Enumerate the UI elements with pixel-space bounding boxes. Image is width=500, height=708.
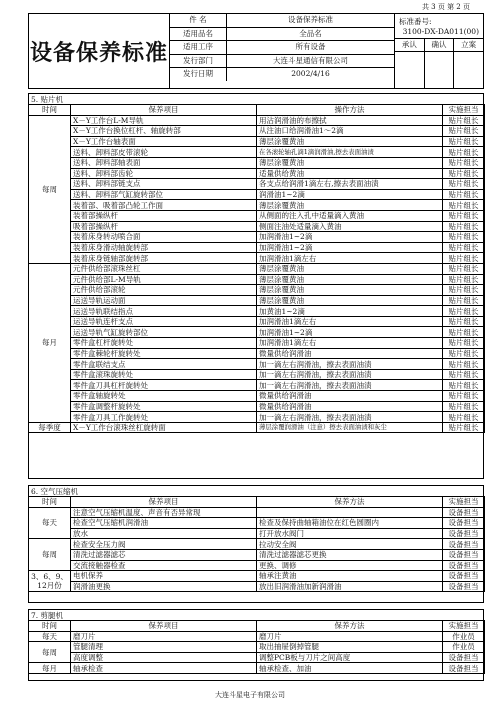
- table-header-row: [29, 497, 485, 508]
- owner-cell: 贴片组长: [443, 295, 485, 306]
- owner-cell: 贴片组长: [443, 422, 485, 433]
- period-cell: 3、6、9、12月份: [29, 571, 71, 592]
- method-cell: 打开放水阀门: [257, 528, 443, 539]
- owner-cell: 贴片组长: [443, 136, 485, 147]
- owner-cell: 贴片组长: [443, 115, 485, 126]
- table-row: [29, 631, 485, 642]
- item-cell: 送料、卸料部链支点: [71, 179, 257, 190]
- section-7-title: 7. 剪腿机: [31, 611, 64, 620]
- item-cell: 零件盒刀具杠杆旋转处: [71, 380, 257, 391]
- item-cell: 运送导轨联结指点: [71, 306, 257, 317]
- method-cell: 薄层涂覆润滑油（注意）擦去表面油渍和灰尘: [257, 422, 443, 433]
- owner-cell: 设备担当: [443, 663, 485, 674]
- table-row: [29, 210, 485, 221]
- item-cell: 注意空气压缩机温度、声音有否异常现: [71, 507, 257, 518]
- table-row: [29, 401, 485, 412]
- table-row: [29, 147, 485, 158]
- item-cell: 检查安全压力阀: [71, 539, 257, 550]
- standard-number-label: 标准番号:: [399, 17, 432, 26]
- owner-cell: 贴片组长: [443, 327, 485, 338]
- item-cell: 电机保养: [71, 571, 257, 582]
- page-number: 共 3 页 第 2 页: [421, 3, 470, 11]
- table-row: [29, 581, 485, 592]
- table-row: [29, 549, 485, 560]
- owner-cell: 贴片组长: [443, 189, 485, 200]
- table-row: [29, 663, 485, 674]
- item-cell: 装着床身转动喷合面: [71, 232, 257, 243]
- table-row: [29, 221, 485, 232]
- owner-cell: 设备担当: [443, 652, 485, 663]
- method-cell: [257, 507, 443, 518]
- item-cell: 放水: [71, 528, 257, 539]
- section-6-table: [28, 496, 485, 592]
- owner-cell: 贴片组长: [443, 391, 485, 402]
- owner-cell: 贴片组长: [443, 380, 485, 391]
- column-header: 保养项目: [71, 497, 257, 508]
- section-6-title: 6. 空气压缩机: [31, 487, 79, 496]
- owner-cell: 贴片组长: [443, 126, 485, 137]
- header-info-row: [170, 41, 394, 55]
- item-cell: 装着部操纵杆: [71, 210, 257, 221]
- method-cell: 加一滴左右润滑油，擦去表面油渍: [257, 369, 443, 380]
- item-cell: 送料、卸料部齿轮: [71, 168, 257, 179]
- document-header: [28, 13, 484, 89]
- method-cell: 在各滚轮轴孔滴1滴润滑油,擦去表面油渍: [257, 147, 443, 158]
- method-cell: 轴承检查、加油: [257, 663, 443, 674]
- approval-confirm: 确认: [425, 39, 455, 51]
- table-row: [29, 179, 485, 190]
- table-row: [29, 232, 485, 243]
- header-info-value: 所有设备: [295, 42, 326, 51]
- header-info-value: 大连斗星通信有限公司: [273, 55, 348, 65]
- method-cell: 薄层涂覆黄油: [257, 157, 443, 168]
- method-cell: 加黄油1~2滴: [257, 306, 443, 317]
- approval-draft: 立案: [461, 40, 477, 49]
- method-cell: 拉动安全阀: [257, 539, 443, 550]
- owner-cell: 贴片组长: [443, 232, 485, 243]
- period-cell: 每月: [29, 663, 71, 674]
- owner-cell: 贴片组长: [443, 242, 485, 253]
- item-cell: 轴承检查: [71, 663, 257, 674]
- owner-cell: 设备担当: [443, 581, 485, 592]
- table-row: [29, 157, 485, 168]
- method-cell: 侧面注油处适量滴入黄油: [257, 221, 443, 232]
- column-header: 时间: [29, 621, 71, 632]
- table-row: [29, 380, 485, 391]
- item-cell: X－Y工作台轴表面: [71, 136, 257, 147]
- item-cell: 运送导轨运动面: [71, 295, 257, 306]
- item-cell: 吸着部操纵杆: [71, 221, 257, 232]
- owner-cell: 贴片组长: [443, 338, 485, 349]
- method-cell: 微量供给润滑油: [257, 391, 443, 402]
- period-cell: 每月: [29, 263, 71, 422]
- item-cell: X－Y工作台滚珠丝杠旋转面: [71, 422, 257, 433]
- method-cell: 清洗过滤器滤芯更换: [257, 549, 443, 560]
- column-header: 时间: [29, 105, 71, 116]
- section-7-table: [28, 620, 485, 674]
- column-header: 时间: [29, 497, 71, 508]
- column-header: 保养方法: [257, 497, 443, 508]
- header-info-row: [170, 14, 394, 28]
- period-cell: 每周: [29, 115, 71, 263]
- column-header: 实施担当: [443, 497, 485, 508]
- owner-cell: 贴片组长: [443, 147, 485, 158]
- method-cell: 取出抽屉倒掉管腿: [257, 642, 443, 653]
- table-row: [29, 126, 485, 137]
- owner-cell: 设备担当: [443, 539, 485, 550]
- column-header: 操作方法: [257, 105, 443, 116]
- standard-number-value: 3100-DX-DA011(00): [395, 26, 483, 39]
- item-cell: 送料、卸料部轴表面: [71, 157, 257, 168]
- item-cell: 高度调整: [71, 652, 257, 663]
- owner-cell: 设备担当: [443, 549, 485, 560]
- column-header: 保养项目: [71, 105, 257, 116]
- header-standard-block: [395, 14, 483, 88]
- table-row: [29, 348, 485, 359]
- method-cell: 从注油口给润滑油1～2滴: [257, 126, 443, 137]
- header-info-key: 件 名: [170, 14, 227, 27]
- method-cell: 轴承注黄油: [257, 571, 443, 582]
- header-info-value: 设备保养标准: [288, 15, 333, 24]
- table-row: [29, 285, 485, 296]
- table-row: [29, 306, 485, 317]
- header-info-row: [170, 28, 394, 42]
- method-cell: 加一滴左右润滑油，擦去表面油渍: [257, 380, 443, 391]
- item-cell: 零件盒联结支点: [71, 359, 257, 370]
- table-row: [29, 642, 485, 653]
- method-cell: 加润滑油1滴左右: [257, 338, 443, 349]
- method-cell: 更换、调修: [257, 560, 443, 571]
- owner-cell: 贴片组长: [443, 263, 485, 274]
- table-row: [29, 200, 485, 211]
- item-cell: 清洗过滤器滤芯: [71, 549, 257, 560]
- owner-cell: 贴片组长: [443, 316, 485, 327]
- period-cell: 每周: [29, 642, 71, 663]
- table-row: [29, 136, 485, 147]
- item-cell: 装着床身链轴部旋转部: [71, 253, 257, 264]
- method-cell: 各支点给润滑1滴左右,擦去表面油渍: [257, 179, 443, 190]
- item-cell: 零件盒刀具工作旋转处: [71, 412, 257, 423]
- method-cell: 调整PCB板与刀片之间高度: [257, 652, 443, 663]
- table-row: [29, 391, 485, 402]
- table-row: [29, 168, 485, 179]
- document-title: 设备保养标准: [29, 14, 170, 88]
- period-cell: 每天: [29, 507, 71, 539]
- period-cell: 每季度: [29, 422, 71, 433]
- method-cell: 微量供给润滑油: [257, 348, 443, 359]
- method-cell: 放出旧润滑油加新润滑油: [257, 581, 443, 592]
- owner-cell: 贴片组长: [443, 179, 485, 190]
- item-cell: 送料、卸料部气缸旋转部位: [71, 189, 257, 200]
- item-cell: 送料、卸料部皮带滚轮: [71, 147, 257, 158]
- section-5-table: [28, 104, 485, 433]
- method-cell: 从侧面的注入孔中适量滴入黄油: [257, 210, 443, 221]
- item-cell: 零件盒滚珠旋转处: [71, 369, 257, 380]
- item-cell: 元件供给部L-M导轨: [71, 274, 257, 285]
- table-row: [29, 369, 485, 380]
- header-info-value: 全品名: [299, 28, 322, 38]
- item-cell: 装着部、吸着部凸轮工作面: [71, 200, 257, 211]
- owner-cell: 贴片组长: [443, 359, 485, 370]
- item-cell: 零件盒棘轮杆旋转处: [71, 348, 257, 359]
- owner-cell: 贴片组长: [443, 401, 485, 412]
- item-cell: 检查空气压缩机润滑油: [71, 518, 257, 529]
- owner-cell: 设备担当: [443, 528, 485, 539]
- table-row: [29, 338, 485, 349]
- method-cell: 适量供给黄油: [257, 168, 443, 179]
- header-info-value: 2002/4/16: [291, 69, 330, 78]
- item-cell: 零件盒轴旋转处: [71, 391, 257, 402]
- item-cell: 零件盒调整杆旋转处: [71, 401, 257, 412]
- table-row: [29, 189, 485, 200]
- approval-approve: 承认: [395, 39, 425, 51]
- column-header: 实施担当: [443, 621, 485, 632]
- table-row: [29, 295, 485, 306]
- owner-cell: 作业员: [443, 642, 485, 653]
- table-header-row: [29, 621, 485, 632]
- table-row: [29, 518, 485, 529]
- method-cell: 加润滑油1滴左右: [257, 253, 443, 264]
- section-5-title: 5. 贴片机: [31, 95, 64, 104]
- owner-cell: 贴片组长: [443, 200, 485, 211]
- method-cell: 加润滑油1~2滴: [257, 242, 443, 253]
- header-info-key: 适用品名: [170, 28, 227, 41]
- table-header-row: [29, 105, 485, 116]
- column-header: 保养项目: [71, 621, 257, 632]
- footer-company: 大连斗星电子有限公司: [215, 691, 285, 699]
- period-cell: 每天: [29, 631, 71, 642]
- owner-cell: 作业员: [443, 631, 485, 642]
- header-info-block: [170, 14, 395, 88]
- method-cell: 磨刀片: [257, 631, 443, 642]
- table-row: [29, 359, 485, 370]
- header-info-key: 发行部门: [170, 55, 227, 68]
- owner-cell: 贴片组长: [443, 253, 485, 264]
- item-cell: 交流接触器检查: [71, 560, 257, 571]
- owner-cell: 设备担当: [443, 571, 485, 582]
- method-cell: 加一滴左右润滑油，擦去表面油渍: [257, 359, 443, 370]
- table-row: [29, 253, 485, 264]
- owner-cell: 贴片组长: [443, 274, 485, 285]
- owner-cell: 设备担当: [443, 518, 485, 529]
- approval-row: [395, 39, 483, 52]
- table-row: [29, 652, 485, 663]
- method-cell: 薄层涂覆黄油: [257, 285, 443, 296]
- item-cell: 润滑油更换: [71, 581, 257, 592]
- owner-cell: 贴片组长: [443, 412, 485, 423]
- owner-cell: 贴片组长: [443, 221, 485, 232]
- table-row: [29, 528, 485, 539]
- item-cell: 装着床身滑动轴旋转部: [71, 242, 257, 253]
- table-row: [29, 539, 485, 550]
- item-cell: X－Y工作台换位杠杆、轴旋转部: [71, 126, 257, 137]
- method-cell: 微量供给润滑油: [257, 401, 443, 412]
- table-row: [29, 274, 485, 285]
- method-cell: 润滑油1~2滴: [257, 189, 443, 200]
- method-cell: 加润滑油1滴左右: [257, 316, 443, 327]
- owner-cell: 贴片组长: [443, 369, 485, 380]
- owner-cell: 贴片组长: [443, 306, 485, 317]
- header-info-row: [170, 68, 394, 81]
- table-row: [29, 422, 485, 433]
- method-cell: 薄层涂覆黄油: [257, 136, 443, 147]
- method-cell: 加润滑油1~2滴: [257, 232, 443, 243]
- method-cell: 薄层涂覆黄油: [257, 263, 443, 274]
- table-row: [29, 507, 485, 518]
- header-info-row: [170, 55, 394, 69]
- owner-cell: 设备担当: [443, 560, 485, 571]
- table-row: [29, 242, 485, 253]
- item-cell: 磨刀片: [71, 631, 257, 642]
- owner-cell: 贴片组长: [443, 210, 485, 221]
- method-cell: 薄层涂覆黄油: [257, 200, 443, 211]
- method-cell: 加润滑油1~2滴: [257, 327, 443, 338]
- period-cell: 每周: [29, 539, 71, 571]
- owner-cell: 贴片组长: [443, 348, 485, 359]
- column-header: 保养方法: [257, 621, 443, 632]
- header-info-key: 适用工序: [170, 41, 227, 54]
- table-row: [29, 316, 485, 327]
- owner-cell: 贴片组长: [443, 157, 485, 168]
- method-cell: 加一滴左右润滑油，擦去表面油渍: [257, 412, 443, 423]
- method-cell: 检查及保持曲轴箱油位在红色圆圈内: [257, 518, 443, 529]
- item-cell: 运送导轨连杆支点: [71, 316, 257, 327]
- owner-cell: 贴片组长: [443, 285, 485, 296]
- method-cell: 薄层涂覆黄油: [257, 274, 443, 285]
- table-row: [29, 412, 485, 423]
- method-cell: 用沾润滑油的布擦拭: [257, 115, 443, 126]
- table-row: [29, 263, 485, 274]
- header-info-key: 发行日期: [170, 68, 227, 81]
- table-row: [29, 327, 485, 338]
- table-row: [29, 115, 485, 126]
- item-cell: 元件供给部滚珠丝杠: [71, 263, 257, 274]
- table-row: [29, 560, 485, 571]
- table-row: [29, 571, 485, 582]
- approval-signature-boxes: [395, 52, 483, 88]
- owner-cell: 贴片组长: [443, 168, 485, 179]
- method-cell: 薄层涂覆黄油: [257, 295, 443, 306]
- item-cell: 运送导轨气缸旋转部位: [71, 327, 257, 338]
- item-cell: 管腿清理: [71, 642, 257, 653]
- item-cell: 元件供给部滚轮: [71, 285, 257, 296]
- item-cell: X－Y工作台L-M导轨: [71, 115, 257, 126]
- column-header: 实施担当: [443, 105, 485, 116]
- item-cell: 零件盒杠杆旋转处: [71, 338, 257, 349]
- owner-cell: 设备担当: [443, 507, 485, 518]
